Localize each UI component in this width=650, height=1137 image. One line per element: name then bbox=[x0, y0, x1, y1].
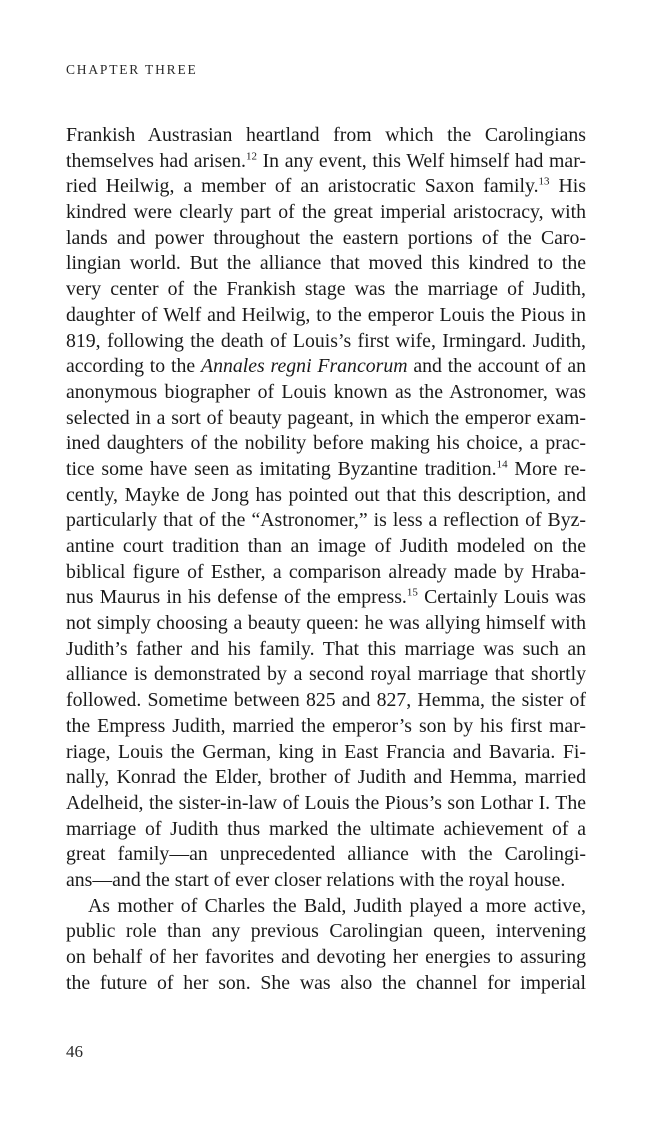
text-line: tice some have seen as imitating Byzantine tradition.$^{14}$ More re- bbox=[66, 457, 586, 480]
text-line: riage, Louis the German, king in East Francia and Bavaria. Fi- bbox=[66, 740, 586, 763]
page-number: 46 bbox=[66, 1042, 83, 1061]
text-line: ined daughters of the nobility before making his choice, a prac- bbox=[66, 432, 586, 455]
text-line: very center of the Frankish stage was the marriage of Judith, bbox=[66, 278, 586, 301]
text-line: ans—and the start of ever closer relations with the royal house. bbox=[66, 868, 566, 891]
text-line: daughter of Welf and Heilwig, to the emperor Louis the Pious in bbox=[66, 303, 586, 326]
text-line: Adelheid, the sister-in-law of Louis the Pious’s son Lothar I. The bbox=[66, 791, 586, 814]
text-line: As mother of Charles the Bald, Judith played a more active, bbox=[88, 894, 586, 917]
text-line: biblical figure of Esther, a comparison already made by Hraba- bbox=[66, 560, 586, 583]
text-line: antine court tradition than an image of Judith modeled on the bbox=[66, 535, 586, 557]
text-line: anonymous biographer of Louis known as the Astronomer, was bbox=[66, 380, 586, 403]
running-head: CHAPTER THREE bbox=[66, 62, 198, 77]
footnote-ref[interactable]: 15 bbox=[406, 586, 418, 599]
text-line: great family—an unprecedented alliance with the Carolingi- bbox=[66, 843, 586, 866]
text-line: Frankish Austrasian heartland from which the Carolingians bbox=[66, 124, 586, 146]
footnote-ref[interactable]: 12 bbox=[245, 150, 257, 163]
text-line: followed. Sometime between 825 and 827, Hemma, the sister of bbox=[66, 689, 586, 712]
text-line: alliance is demonstrated by a second royal marriage that shortly bbox=[66, 663, 586, 686]
text-line: nus Maurus in his defense of the empress.$^{15}$ Certainly Louis was bbox=[66, 586, 586, 609]
text-line: lands and power throughout the eastern portions of the Caro- bbox=[66, 226, 586, 249]
footnote-ref[interactable]: 14 bbox=[496, 458, 508, 471]
text-line: the future of her son. She was also the channel for imperial bbox=[66, 971, 586, 994]
text-line: according to the Annales regni Francorum and the account of an bbox=[66, 355, 586, 378]
text-line: cently, Mayke de Jong has pointed out that this description, and bbox=[66, 483, 586, 506]
text-line: on behalf of her favorites and devoting her energies to assuring bbox=[66, 946, 586, 968]
text-line: particularly that of the “Astronomer,” is less a reflection of Byz- bbox=[66, 509, 586, 532]
text-line: ried Heilwig, a member of an aristocratic Saxon family.$^{13}$ His bbox=[66, 175, 586, 198]
text-line: selected in a sort of beauty pageant, in which the emperor exam- bbox=[66, 406, 586, 429]
italic-title: Annales regni Francorum bbox=[201, 355, 408, 378]
text-line: lingian world. But the alliance that moved this kindred to the bbox=[66, 252, 586, 275]
text-line: the Empress Judith, married the emperor’s son by his first mar- bbox=[66, 714, 586, 737]
footnote-ref[interactable]: 13 bbox=[538, 175, 550, 188]
text-line: themselves had arisen.$^{12}$ In any event, this Welf himself had mar- bbox=[66, 149, 586, 172]
text-line: kindred were clearly part of the great imperial aristocracy, with bbox=[66, 201, 586, 224]
text-line: not simply choosing a beauty queen: he was allying himself with bbox=[66, 612, 586, 635]
text-line: nally, Konrad the Elder, brother of Judith and Hemma, married bbox=[66, 766, 586, 789]
text-line: 819, following the death of Louis’s first wife, Irmingard. Judith, bbox=[66, 329, 586, 352]
body-text bbox=[66, 123, 586, 996]
text-line: public role than any previous Carolingian queen, intervening bbox=[66, 920, 586, 943]
text-line: Judith’s father and his family. That this marriage was such an bbox=[66, 637, 586, 660]
text-line: marriage of Judith thus marked the ultimate achievement of a bbox=[66, 817, 586, 840]
